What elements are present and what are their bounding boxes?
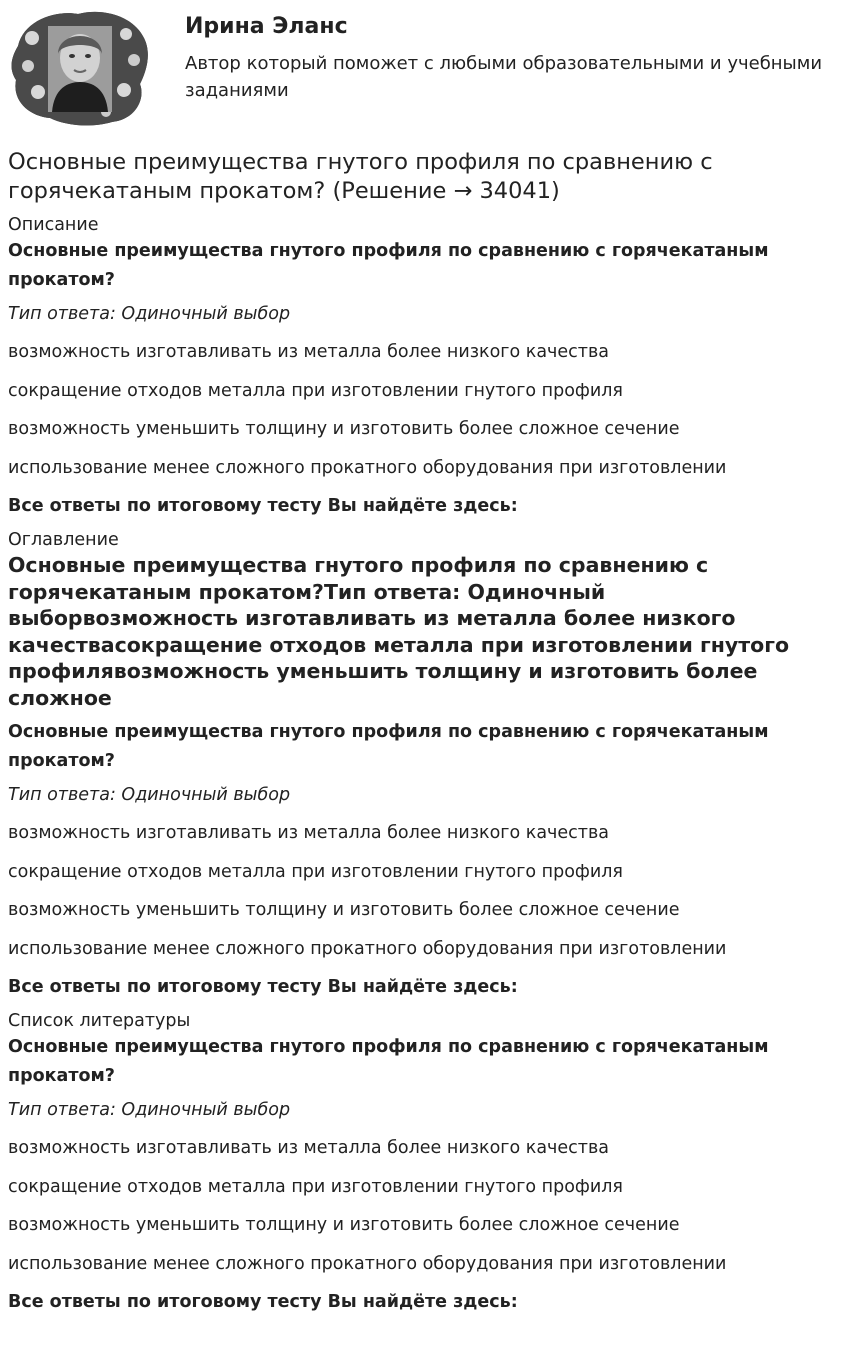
- answer-type: Тип ответа: Одиночный выбор: [8, 785, 291, 805]
- author-name[interactable]: Ирина Эланс: [185, 14, 348, 39]
- section-label-toc: Оглавление: [8, 530, 119, 550]
- answer-option: возможность уменьшить толщину и изготовить более сложное сечение: [8, 900, 680, 920]
- answer-option: использование менее сложного прокатного оборудования при изготовлении: [8, 457, 727, 478]
- answer-option: возможность уменьшить толщину и изготовить более сложное сечение: [8, 419, 680, 439]
- answer-option: возможность изготавливать из металла более низкого качества: [8, 823, 609, 843]
- answer-option: возможность изготавливать из металла более низкого качества: [8, 1138, 609, 1158]
- question-title: Основные преимущества гнутого профиля по сравнению с горячекатаным прокатом?: [8, 241, 769, 290]
- all-answers-text: Все ответы по итоговому тесту Вы найдёте здесь:: [8, 1292, 518, 1312]
- section-label-references: Список литературы: [8, 1011, 191, 1031]
- answer-option: использование менее сложного прокатного оборудования при изготовлении: [8, 938, 727, 959]
- answer-option: сокращение отходов металла при изготовлении гнутого профиля: [8, 380, 623, 401]
- question-title: Основные преимущества гнутого профиля по сравнению с горячекатаным прокатом?: [8, 722, 769, 771]
- author-avatar: [8, 8, 150, 126]
- all-answers-text: Все ответы по итоговому тесту Вы найдёте здесь:: [8, 977, 518, 997]
- question-title: Основные преимущества гнутого профиля по сравнению с горячекатаным прокатом?: [8, 1037, 769, 1086]
- toc-section: [8, 529, 840, 1000]
- answer-option: возможность изготавливать из металла более низкого качества: [8, 342, 609, 362]
- answer-type: Тип ответа: Одиночный выбор: [8, 1100, 291, 1120]
- main-content: [8, 148, 840, 1325]
- answer-type: Тип ответа: Одиночный выбор: [8, 304, 291, 324]
- page-title: Основные преимущества гнутого профиля по сравнению с горячекатаным прокатом? (Решение → 34041): [8, 149, 713, 204]
- toc-heading: Основные преимущества гнутого профиля по сравнению с горячекатаным прокатом?Тип ответа: Одиночный выборвозможность изготавливать из металла более низкого качествасокращение отходов металла при изготовлении гнутого профилявозможность уменьшить толщину и изготовить более сложное: [8, 553, 790, 710]
- description-section: [8, 214, 840, 519]
- answer-option: сокращение отходов металла при изготовлении гнутого профиля: [8, 861, 623, 882]
- answer-option: возможность уменьшить толщину и изготовить более сложное сечение: [8, 1215, 680, 1235]
- author-description: Автор который поможет с любыми образовательными и учебными заданиями: [185, 53, 823, 101]
- references-section: [8, 1010, 840, 1315]
- answer-option: использование менее сложного прокатного оборудования при изготовлении: [8, 1253, 727, 1274]
- answer-option: сокращение отходов металла при изготовлении гнутого профиля: [8, 1176, 623, 1197]
- section-label-description: Описание: [8, 215, 99, 235]
- all-answers-text: Все ответы по итоговому тесту Вы найдёте здесь:: [8, 496, 518, 516]
- author-card: [0, 0, 847, 130]
